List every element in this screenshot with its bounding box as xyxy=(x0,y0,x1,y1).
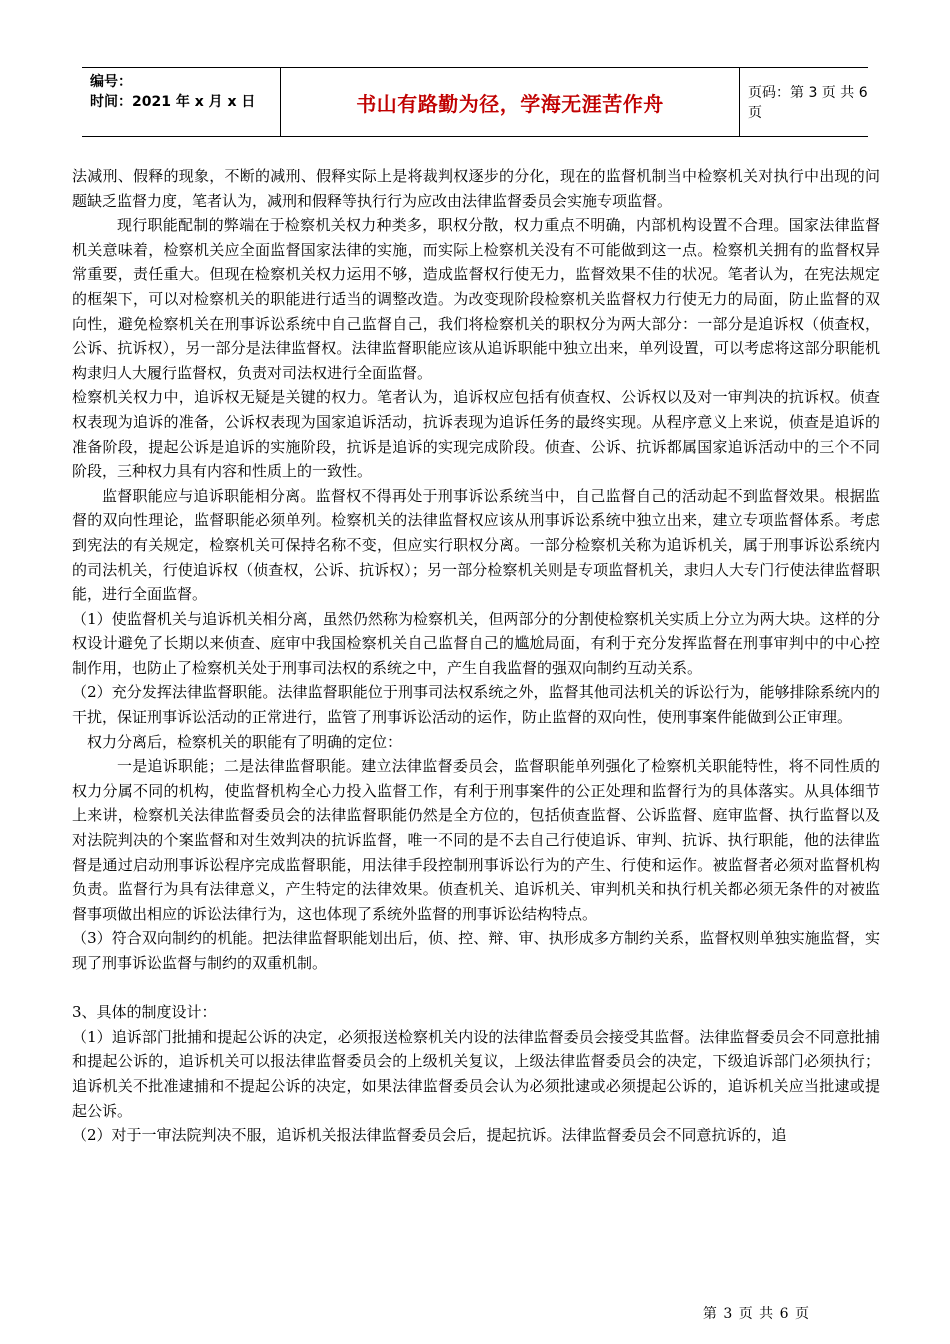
paragraph: 检察机关权力中，追诉权无疑是关键的权力。笔者认为，追诉权应包括有侦查权、公诉权以及对一审判决的抗诉权。侦查权表现为追诉的准备，公诉权表现为国家追诉活动，抗诉表现为追诉任务的最终实现。从程序意义上来说，侦查是追诉的准备阶段，提起公诉是追诉的实施阶段，抗诉是追诉的实现完成阶段。侦查、公诉、抗诉都属国家追诉活动中的三个不同阶段，三种权力具有内容和性质上的一致性。 xyxy=(72,388,880,481)
paragraph: 法减刑、假释的现象，不断的减刑、假释实际上是将裁判权逐步的分化，现在的监督机制当中检察机关对执行中出现的问题缺乏监督力度，笔者认为，减刑和假释等执行行为应改由法律监督委员会实施专项监督。 xyxy=(72,167,880,210)
paragraph: （1）追诉部门批捕和提起公诉的决定，必须报送检察机关内设的法律监督委员会接受其监督。法律监督委员会不同意批捕和提起公诉的，追诉机关可以报法律监督委员会的上级机关复议，上级法律监督委员会的决定，下级追诉部门必须执行；追诉机关不批准逮捕和不提起公诉的决定，如果法律监督委员会认为必须批逮或必须提起公诉的，追诉机关应当批逮或提起公诉。 xyxy=(72,1027,880,1120)
header-number-label: 编号： xyxy=(90,74,132,90)
header-meta xyxy=(82,68,280,136)
page-footer: 第 3 页 共 6 页 xyxy=(702,1306,810,1322)
header-motto-cell xyxy=(280,68,740,136)
paragraph: （3）符合双向制约的机能。把法律监督职能划出后，侦、控、辩、审、执形成多方制约关系，监督权则单独实施监督，实现了刑事诉讼监督与制约的双重机制。 xyxy=(72,929,880,972)
paragraph: （1）使监督机关与追诉机关相分离，虽然仍然称为检察机关，但两部分的分割使检察机关实质上分立为两大块。这样的分权设计避免了长期以来侦查、庭审中我国检察机关自己监督自己的尴尬局面，有利于充分发挥监督在刑事审判中的中心控制作用，也防止了检察机关处于刑事司法权的系统之中，产生自我监督的强双向制约互动关系。 xyxy=(72,609,880,677)
paragraph: 一是追诉职能；二是法律监督职能。建立法律监督委员会，监督职能单列强化了检察机关职能特性，将不同性质的权力分属不同的机构，使监督机构全心力投入监督工作，有利于刑事案件的公正处理和监督行为的具体落实。从具体细节上来讲，检察机关法律监督委员会的法律监督职能仍然是全方位的，包括侦查监督、公诉监督、庭审监督、执行监督以及对法院判决的个案监督和对生效判决的抗诉监督，唯一不同的是不去自己行使追诉、审判、抗诉、执行职能，他的法律监督是通过启动刑事诉讼程序完成监督职能，用法律手段控制刑事诉讼行为的产生、行使和运作。被监督者必须对监督机构负责。监督行为具有法律意义，产生特定的法律效果。侦查机关、追诉机关、审判机关和执行机关都必须无条件的对被监督事项做出相应的诉讼法律行为，这也体现了系统外监督的刑事诉讼结构特点。 xyxy=(72,757,880,923)
paragraph: 监督职能应与追诉职能相分离。监督权不得再处于刑事诉讼系统当中，自己监督自己的活动起不到监督效果。根据监督的双向性理论，监督职能必须单列。检察机关的法律监督权应该从刑事诉讼系统中独立出来，建立专项监督体系。考虑到宪法的有关规定，检察机关可保持名称不变，但应实行职权分离。一部分检察机关称为追诉机关，属于刑事诉讼系统内的司法机关，行使追诉权（侦查权，公诉、抗诉权）；另一部分检察机关则是专项监督机关，隶归人大专门行使法律监督职能，进行全面监督。 xyxy=(72,486,880,604)
paragraph: 权力分离后，检察机关的职能有了明确的定位： xyxy=(87,732,403,751)
paragraph: （2）对于一审法院判决不服，追诉机关报法律监督委员会后，提起抗诉。法律监督委员会不同意抗诉的，追 xyxy=(72,1126,787,1145)
paragraph-gap xyxy=(72,976,880,1001)
body-text xyxy=(72,164,880,1148)
header-page-cell xyxy=(738,68,868,136)
paragraph: （2）充分发挥法律监督职能。法律监督职能位于刑事司法权系统之外，监督其他司法机关的诉讼行为，能够排除系统内的干扰，保证刑事诉讼活动的正常进行，监管了刑事诉讼活动的运作，防止监督的双向性，使刑事案件能做到公正审理。 xyxy=(72,683,880,727)
page-header xyxy=(82,67,868,137)
section-heading: 3、具体的制度设计： xyxy=(72,1003,217,1022)
header-motto: 书山有路勤为径，学海无涯苦作舟 xyxy=(356,91,664,116)
header-page-info: 页码：第 3 页 共 6 页 xyxy=(748,85,868,121)
paragraph: 现行职能配制的弊端在于检察机关权力种类多，职权分散，权力重点不明确，内部机构设置不合理。国家法律监督机关意味着，检察机关应全面监督国家法律的实施，而实际上检察机关没有不可能做到这一点。检察机关拥有的监督权异常重要，责任重大。但现在检察机关权力运用不够，造成监督权行使无力，监督效果不佳的状况。笔者认为，在宪法规定的框架下，可以对检察机关的职能进行适当的调整改造。为改变现阶段检察机关监督权力行使无力的局面，防止监督的双向性，避免检察机关在刑事诉讼系统中自己监督自己，我们将检察机关的职权分为两大部分：一部分是追诉权（侦查权，公诉、抗诉权），另一部分是法律监督权。法律监督职能应该从追诉职能中独立出来，单列设置，可以考虑将这部分职能机构隶归人大履行监督权，负责对司法权进行全面监督。 xyxy=(72,216,880,382)
header-time-label: 时间：2021 年 x 月 x 日 xyxy=(90,94,256,110)
